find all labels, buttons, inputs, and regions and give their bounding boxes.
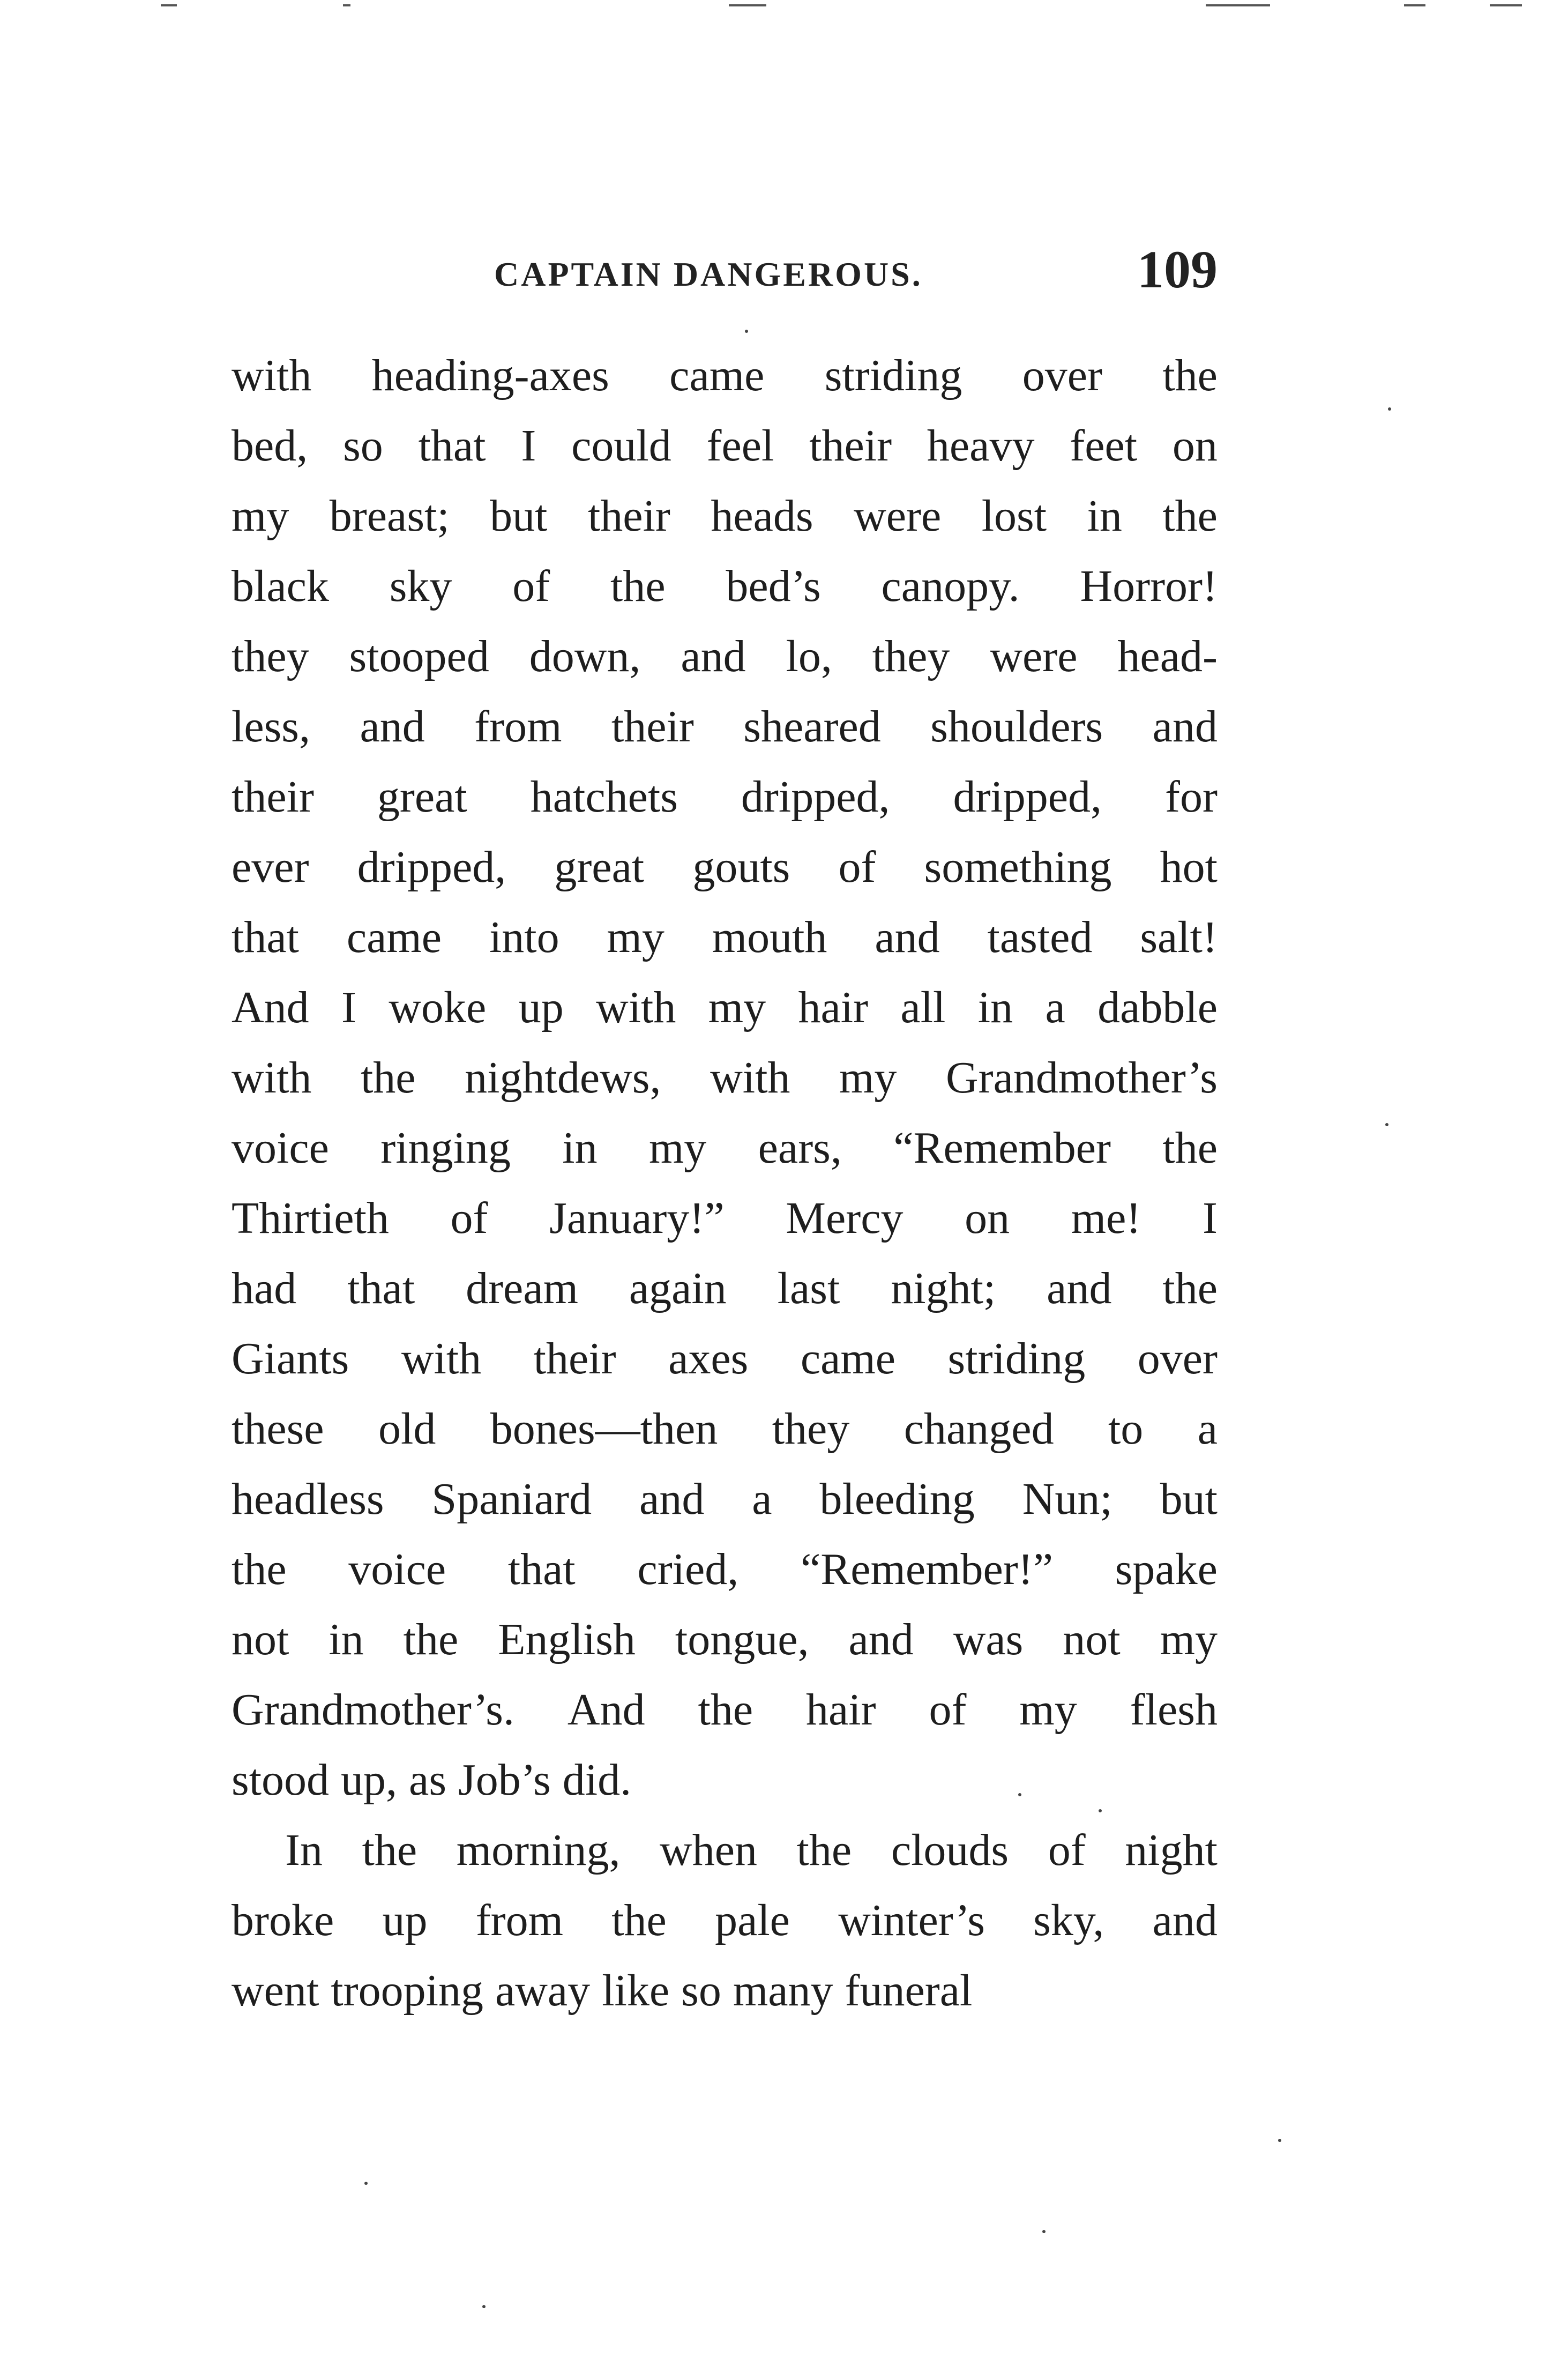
word: when (660, 1825, 757, 1875)
word: that (418, 421, 486, 471)
word: my (607, 912, 664, 962)
word: Grandmother’s. (232, 1685, 514, 1735)
word: heads (711, 491, 813, 541)
word: had (232, 1263, 297, 1313)
word: of (838, 842, 876, 892)
text-line (232, 1253, 1218, 1323)
body-text (232, 340, 1218, 2026)
word: my (232, 491, 289, 541)
word: sheared (743, 702, 881, 752)
word: not (1063, 1615, 1121, 1664)
word: that (232, 912, 299, 962)
word: shoulders (930, 702, 1103, 752)
word: hair (798, 983, 869, 1032)
scan-top-edge (0, 0, 1568, 13)
word: something (924, 842, 1112, 892)
word: to (1108, 1404, 1144, 1454)
word: again (629, 1263, 727, 1313)
word: feel (706, 421, 774, 471)
word: the (1162, 491, 1218, 541)
text-line (232, 902, 1218, 972)
text-line (232, 1464, 1218, 1534)
word: headless (232, 1474, 384, 1524)
word: Grandmother’s (945, 1053, 1218, 1103)
speck (1385, 1123, 1388, 1126)
word: the (362, 1825, 417, 1875)
word: the (1162, 351, 1218, 400)
word: did. (562, 1755, 632, 1805)
word: Horror! (1080, 561, 1218, 611)
word: lo, (786, 631, 832, 681)
word: their (809, 421, 892, 471)
word: the (796, 1825, 852, 1875)
text-line (232, 762, 1218, 832)
word: Spaniard (431, 1474, 592, 1524)
text-line (232, 1394, 1218, 1464)
word: nightdews, (465, 1053, 661, 1103)
running-title: CAPTAIN DANGEROUS. (494, 255, 923, 293)
word: dream (466, 1263, 578, 1313)
word: bed, (232, 421, 308, 471)
text-line (232, 972, 1218, 1043)
word: down, (529, 631, 641, 681)
word: Giants (232, 1334, 349, 1384)
word: In (285, 1825, 323, 1875)
word: spake (1115, 1544, 1218, 1594)
word: English (498, 1615, 636, 1664)
word: with (401, 1334, 482, 1384)
word: a (752, 1474, 772, 1524)
word: the (1162, 1263, 1218, 1313)
word: in (562, 1123, 598, 1173)
word: dripped, (357, 842, 506, 892)
text-line (232, 1043, 1218, 1113)
word: came (800, 1334, 896, 1384)
word: And (567, 1685, 645, 1735)
speck (482, 2305, 486, 2308)
word: bones—then (490, 1404, 718, 1454)
word: Thirtieth (232, 1193, 389, 1243)
word: in (977, 983, 1013, 1032)
word: their (232, 772, 314, 822)
word: hot (1160, 842, 1218, 892)
text-line (232, 1675, 1218, 1745)
speck (364, 2182, 368, 2185)
word: last (777, 1263, 840, 1313)
word: changed (904, 1404, 1054, 1454)
word: their (611, 702, 694, 752)
word: and (875, 912, 940, 962)
word: me! (1071, 1193, 1141, 1243)
word: with (596, 983, 676, 1032)
word: dripped, (741, 772, 890, 822)
text-line (232, 691, 1218, 762)
text-line (232, 481, 1218, 551)
word: voice (232, 1123, 329, 1173)
word: voice (348, 1544, 446, 1594)
text-line (232, 1745, 1218, 1815)
word: And (232, 983, 309, 1032)
text-line (232, 832, 1218, 902)
word: over (1137, 1334, 1218, 1384)
text-line (232, 1815, 1218, 1885)
word: pale (715, 1895, 790, 1945)
word: axes (668, 1334, 749, 1384)
text-line (232, 1323, 1218, 1394)
word: but (1160, 1474, 1218, 1524)
word: night (1125, 1825, 1218, 1875)
word: mouth (712, 912, 827, 962)
word: with (232, 1053, 312, 1103)
word: up, (341, 1755, 398, 1805)
word: tasted (987, 912, 1093, 962)
word: over (1022, 351, 1102, 400)
word: they (232, 631, 309, 681)
speck (1042, 2230, 1046, 2233)
word: like (602, 1966, 670, 2016)
word: striding (824, 351, 962, 400)
text-line (232, 340, 1218, 411)
word: in (328, 1615, 364, 1664)
word: of (929, 1685, 967, 1735)
word: on (965, 1193, 1010, 1243)
word: feet (1070, 421, 1138, 471)
page-number: 109 (1137, 240, 1218, 299)
word: the (403, 1615, 459, 1664)
text-line (232, 551, 1218, 621)
word: the (232, 1544, 287, 1594)
word: my (839, 1053, 897, 1103)
word: and (360, 702, 425, 752)
word: old (378, 1404, 436, 1454)
text-line (232, 621, 1218, 691)
word: I (521, 421, 536, 471)
speck (1388, 407, 1391, 411)
word: trooping (331, 1966, 483, 2016)
word: great (377, 772, 467, 822)
word: winter’s (838, 1895, 985, 1945)
word: they (772, 1404, 850, 1454)
word: of (450, 1193, 488, 1243)
word: stooped (349, 631, 489, 681)
word: so (343, 421, 383, 471)
word: woke (389, 983, 487, 1032)
word: lost (981, 491, 1047, 541)
word: flesh (1130, 1685, 1218, 1735)
word: a (1197, 1404, 1218, 1454)
word: my (708, 983, 766, 1032)
speck (745, 330, 748, 333)
word: funeral (845, 1966, 973, 2016)
word: from (475, 1895, 563, 1945)
word: I (1202, 1193, 1218, 1243)
word: heading-axes (371, 351, 609, 400)
word: as (409, 1755, 447, 1805)
word: and (1152, 702, 1218, 752)
word: sky, (1033, 1895, 1104, 1945)
word: sky (389, 561, 452, 611)
word: with (710, 1053, 790, 1103)
word: great (554, 842, 645, 892)
word: tongue, (675, 1615, 809, 1664)
text-line (232, 1113, 1218, 1183)
word: and (848, 1615, 914, 1664)
word: dabble (1097, 983, 1218, 1032)
word: hair (806, 1685, 876, 1735)
word: many (733, 1966, 833, 2016)
text-line (232, 1604, 1218, 1675)
word: bleeding (819, 1474, 975, 1524)
word: in (1087, 491, 1122, 541)
word: for (1165, 772, 1218, 822)
word: could (571, 421, 671, 471)
word: all (900, 983, 946, 1032)
word: that (507, 1544, 576, 1594)
word: “Remember!” (800, 1544, 1054, 1594)
word: from (474, 702, 562, 752)
word: clouds (891, 1825, 1009, 1875)
word: breast; (329, 491, 450, 541)
word: black (232, 561, 329, 611)
word: broke (232, 1895, 334, 1945)
word: ever (232, 842, 309, 892)
word: and (639, 1474, 705, 1524)
word: January!” (549, 1193, 725, 1243)
word: their (587, 491, 670, 541)
word: and (1152, 1895, 1218, 1945)
word: heavy (927, 421, 1035, 471)
word: less, (232, 702, 310, 752)
word: the (611, 1895, 667, 1945)
word: salt! (1140, 912, 1218, 962)
speck (1099, 1809, 1102, 1812)
word: head- (1117, 631, 1218, 681)
word: into (489, 912, 559, 962)
word: the (1162, 1123, 1218, 1173)
word: was (953, 1615, 1024, 1664)
word: gouts (692, 842, 790, 892)
word: stood (232, 1755, 330, 1805)
text-line (232, 411, 1218, 481)
word: my (1160, 1615, 1218, 1664)
word: the (610, 561, 666, 611)
word: but (490, 491, 548, 541)
word: were (854, 491, 942, 541)
word: Mercy (786, 1193, 904, 1243)
word: striding (947, 1334, 1086, 1384)
word: canopy. (881, 561, 1020, 611)
word: with (232, 351, 312, 400)
word: these (232, 1404, 324, 1454)
word: I (341, 983, 357, 1032)
word: hatchets (530, 772, 678, 822)
word: the (360, 1053, 416, 1103)
word: morning, (456, 1825, 621, 1875)
word: went (232, 1966, 319, 2016)
word: ears, (758, 1123, 842, 1173)
word: up (382, 1895, 428, 1945)
word: and (1047, 1263, 1112, 1313)
word: ringing (380, 1123, 511, 1173)
word: my (648, 1123, 707, 1173)
word: Nun; (1022, 1474, 1112, 1524)
word: of (1048, 1825, 1086, 1875)
word: my (1019, 1685, 1077, 1735)
word: night; (891, 1263, 996, 1313)
word: so (681, 1966, 721, 2016)
word: were (990, 631, 1078, 681)
word: bed’s (726, 561, 821, 611)
word: dripped, (953, 772, 1102, 822)
word: cried, (637, 1544, 739, 1594)
word: the (698, 1685, 753, 1735)
text-line (232, 1885, 1218, 1955)
text-line (232, 1183, 1218, 1253)
word: on (1172, 421, 1218, 471)
word: not (232, 1615, 289, 1664)
word: came (669, 351, 765, 400)
word: of (512, 561, 550, 611)
word: “Remember (893, 1123, 1111, 1173)
running-head (232, 239, 1218, 314)
word: a (1045, 983, 1065, 1032)
speck (1018, 1793, 1021, 1796)
word: and (681, 631, 746, 681)
speck (1278, 2139, 1281, 2142)
word: they (872, 631, 950, 681)
word: that (347, 1263, 415, 1313)
word: Job’s (458, 1755, 551, 1805)
text-line (232, 1534, 1218, 1604)
text-line (232, 1955, 1218, 2026)
word: away (495, 1966, 591, 2016)
word: up (518, 983, 564, 1032)
word: came (346, 912, 442, 962)
word: their (533, 1334, 616, 1384)
